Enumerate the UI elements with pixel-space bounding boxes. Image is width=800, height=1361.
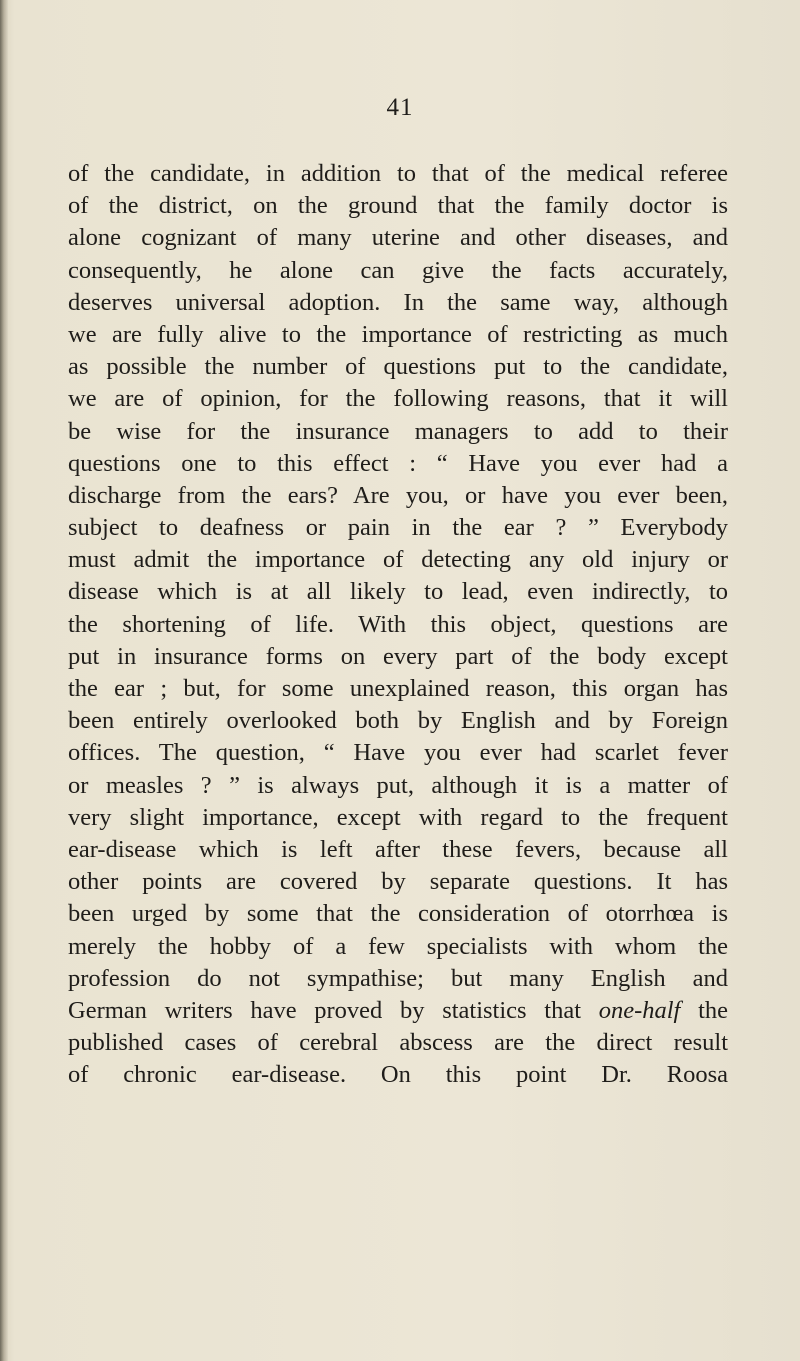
text-line: we are of opinion, for the following reasons, that it will (68, 385, 728, 413)
text-line: disease which is at all likely to lead, even indirectly, to (68, 578, 728, 606)
text-line: be wise for the insurance managers to add to their (68, 417, 728, 445)
page-gutter (0, 0, 8, 1361)
text-line: as possible the number of questions put to the candidate, (68, 353, 728, 381)
text-line: deserves universal adoption. In the same way, although (68, 288, 728, 316)
text-line: questions one to this effect : “ Have you ever had a (68, 449, 728, 477)
text-segment: the (698, 996, 729, 1024)
text-line: alone cognizant of many uterine and other diseases, and (68, 224, 728, 252)
text-line-with-italic (68, 995, 728, 1027)
text-line: ear-disease which is left after these fevers, because all (68, 835, 728, 863)
text-line: been entirely overlooked both by English and by Foreign (68, 707, 728, 735)
text-line: put in insurance forms on every part of the body except (68, 642, 728, 670)
text-line: of chronic ear-disease. On this point Dr. Roosa (68, 1061, 728, 1089)
text-line: very slight importance, except with regard to the frequent (68, 803, 728, 831)
body-text (68, 158, 728, 1091)
text-line: published cases of cerebral abscess are the direct result (68, 1029, 728, 1057)
text-line: offices. The question, “ Have you ever had scarlet fever (68, 739, 728, 767)
text-segment: German writers have proved by statistics that (68, 996, 582, 1024)
text-line: the shortening of life. With this object, questions are (68, 610, 728, 638)
text-line: consequently, he alone can give the facts accurately, (68, 256, 728, 284)
text-line: other points are covered by separate questions. It has (68, 868, 728, 896)
text-line: must admit the importance of detecting any old injury or (68, 546, 728, 574)
page-number: 41 (386, 94, 414, 121)
text-line: subject to deafness or pain in the ear ? ” Everybody (68, 514, 728, 542)
text-line: of the district, on the ground that the family doctor is (68, 192, 728, 220)
text-line: been urged by some that the consideration of otorrhœa is (68, 900, 728, 928)
text-line: or measles ? ” is always put, although it is a matter of (68, 771, 728, 799)
text-line: merely the hobby of a few specialists with whom the (68, 932, 728, 960)
text-line: the ear ; but, for some unexplained reason, this organ has (68, 675, 728, 702)
text-line: profession do not sympathise; but many English and (68, 964, 728, 992)
text-line: we are fully alive to the importance of restricting as much (68, 320, 728, 348)
text-line: discharge from the ears? Are you, or have you ever been, (68, 481, 728, 509)
text-line: of the candidate, in addition to that of the medical referee (68, 160, 728, 187)
italic-phrase: one-half (598, 996, 681, 1024)
